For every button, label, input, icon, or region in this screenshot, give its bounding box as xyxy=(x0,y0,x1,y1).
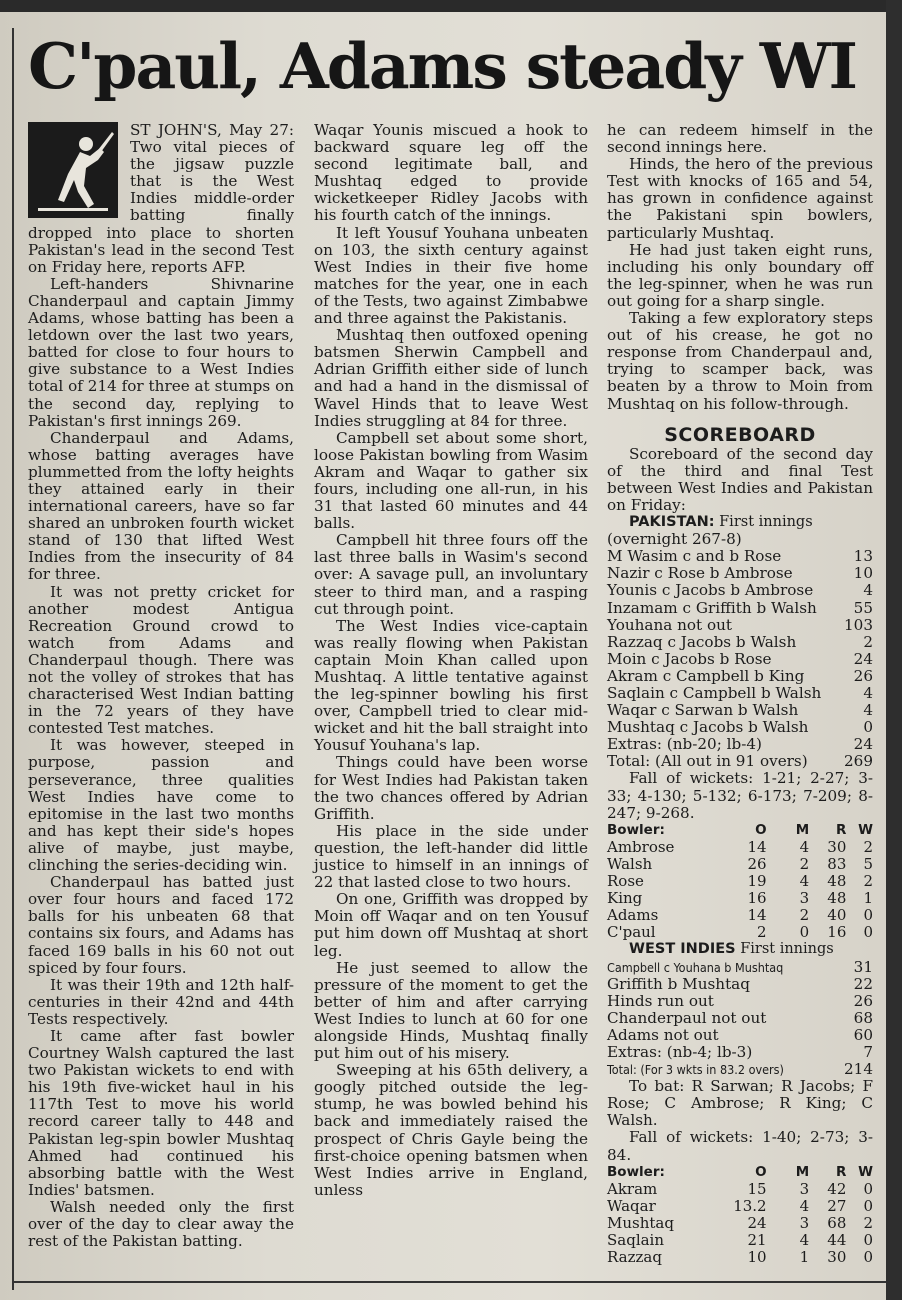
article-paragraph: Things could have been worse for West Indies had Pakistan taken the two chances offered by Adrian Griffith. xyxy=(314,753,588,823)
batsman-entry: M Wasim c and b Rose xyxy=(607,547,782,566)
batting-row xyxy=(607,959,873,976)
west-indies-bowling-table xyxy=(607,1164,873,1267)
runs-value: 7 xyxy=(863,1042,873,1061)
batsman-entry: Waqar c Sarwan b Walsh xyxy=(607,701,799,720)
batting-row xyxy=(607,719,873,736)
bowling-figure: 2 xyxy=(863,837,873,856)
bowling-header-cell: O xyxy=(755,821,767,838)
runs-value: 22 xyxy=(853,974,873,993)
bowling-row xyxy=(607,890,873,907)
bowling-figure: 2 xyxy=(799,906,810,925)
batting-row xyxy=(607,600,873,617)
bowling-row xyxy=(607,873,873,890)
runs-value: 55 xyxy=(853,598,873,617)
bowling-figure: 2 xyxy=(863,872,873,891)
bowling-header-cell: R xyxy=(835,1163,847,1180)
left-column-rule xyxy=(12,28,14,1290)
bowling-figure: 14 xyxy=(747,837,767,856)
west-indies-batting-list xyxy=(607,959,873,1079)
batting-row xyxy=(607,753,873,770)
bowling-figure: 24 xyxy=(747,1213,767,1232)
bowling-figure: 68 xyxy=(827,1213,847,1232)
bowling-figure: 0 xyxy=(863,923,873,942)
bowling-figure: 1 xyxy=(863,889,873,908)
article-paragraph: Waqar Younis miscued a hook to backward square leg off the second legitimate ball, and Mushtaq edged to provide wicketkeeper Ridley Jacobs with his fourth catch of the innings. xyxy=(314,121,588,225)
batsman-entry: Mushtaq c Jacobs b Walsh xyxy=(607,718,809,737)
pakistan-fall-of-wickets: Fall of wickets: 1-21; 2-27; 3-33; 4-130; 5-132; 6-173; 7-209; 8-247; 9-268. xyxy=(607,769,873,822)
bowling-figure: 40 xyxy=(827,906,847,925)
bowling-figure: 0 xyxy=(863,1196,873,1215)
article-paragraph: He just seemed to allow the pressure of the moment to get the better of him and after carrying West Indies to lunch at 60 for one alongside Hinds, Mushtaq finally put him out of his misery. xyxy=(314,958,588,1063)
overnight-note: (overnight 267-8) xyxy=(607,530,742,549)
bowling-header-cell: W xyxy=(858,821,873,838)
batting-row xyxy=(607,617,873,634)
batting-row xyxy=(607,685,873,702)
bowling-figure: 30 xyxy=(827,1248,847,1267)
batsman-entry: Razzaq c Jacobs b Walsh xyxy=(607,632,797,651)
bowling-figure: 16 xyxy=(827,923,847,942)
west-indies-fall-of-wickets: Fall of wickets: 1-40; 2-73; 3-84. xyxy=(607,1128,873,1164)
bowling-figure: 4 xyxy=(799,1196,810,1215)
bowler-name: C'paul xyxy=(607,923,656,942)
article-column-2 xyxy=(314,122,588,1199)
batting-row xyxy=(607,651,873,668)
runs-value: 269 xyxy=(844,752,873,771)
bowling-header-cell: Bowler: xyxy=(607,1163,665,1180)
bowler-name: Mushtaq xyxy=(607,1213,674,1232)
headline: C'paul, Adams steady WI xyxy=(28,29,857,103)
team-name: PAKISTAN: xyxy=(629,514,715,531)
batting-row xyxy=(607,1027,873,1044)
bowler-name: Adams xyxy=(607,906,659,925)
article-paragraph: Sweeping at his 65th delivery, a googly pitched outside the leg-stump, he was bowled behind his back and immediately raised the prospect of Chris Gayle being the first-choice opening batsmen when West Indies arrive in England, unless xyxy=(314,1061,588,1199)
runs-value: 68 xyxy=(853,1008,873,1027)
bowling-figure: 5 xyxy=(863,854,873,873)
runs-value: 24 xyxy=(853,649,873,668)
bowling-figure: 44 xyxy=(827,1231,847,1249)
bottom-rule xyxy=(14,1281,886,1283)
bowling-figure: 83 xyxy=(827,854,847,873)
batting-row xyxy=(607,976,873,993)
bowling-row xyxy=(607,839,873,856)
bowling-figure: 2 xyxy=(757,923,767,942)
bowling-figure: 19 xyxy=(747,872,767,891)
batsman-entry: Chanderpaul not out xyxy=(607,1008,767,1027)
bowling-figure: 15 xyxy=(747,1179,767,1198)
scoreboard-intro: Scoreboard of the second day of the third and final Test between West Indies and Pakistan on Friday: xyxy=(607,444,873,514)
runs-value: 4 xyxy=(863,701,873,720)
batsman-entry: Campbell c Youhana b Mushtaq xyxy=(607,959,784,975)
batting-row xyxy=(607,736,873,753)
bowling-header-cell: M xyxy=(795,821,810,838)
bowling-row xyxy=(607,1232,873,1249)
article-paragraph: Hinds, the hero of the previous Test with knocks of 165 and 54, has grown in confidence against the Pakistani spin bowlers, particularly Mushtaq. xyxy=(607,155,873,242)
bowling-figure: 3 xyxy=(799,1179,810,1198)
article-paragraph: Mushtaq then outfoxed opening batsmen Sherwin Campbell and Adrian Griffith either side of lunch and had a hand in the dismissal of Wavel Hinds that to leave West Indies struggling at 84 for three. xyxy=(314,326,588,430)
batsman-entry: Youhana not out xyxy=(607,615,733,634)
bowling-figure: 0 xyxy=(863,1248,873,1267)
runs-value: 0 xyxy=(863,718,873,737)
bowling-row xyxy=(607,1198,873,1215)
right-border xyxy=(886,0,902,1300)
article-paragraph: Left-handers Shivnarine Chanderpaul and captain Jimmy Adams, whose batting has been a letdown over the last two years, batted for close to four hours to give substance to a West Indies total of 214 for three at stumps on the second day, replying to Pakistan's first innings 269. xyxy=(28,274,294,430)
article-paragraph: On one, Griffith was dropped by Moin off Waqar and on ten Yousuf put him down off Mushtaq at short leg. xyxy=(314,890,588,960)
batsman-entry: Younis c Jacobs b Ambrose xyxy=(607,581,814,600)
runs-value: 26 xyxy=(853,991,873,1010)
bowling-figure: 48 xyxy=(827,889,847,908)
article-paragraph: ST JOHN'S, May 27: Two vital pieces of the jigsaw puzzle that is the West Indies middle-order batting finally dropped into place to shorten Pakistan's lead in the second Test on Friday here, reports AFP. xyxy=(28,121,294,276)
batsman-entry: Akram c Campbell b King xyxy=(607,666,805,685)
batsman-entry: Extras: (nb-4; lb-3) xyxy=(607,1042,753,1061)
article-paragraph: Chanderpaul and Adams, whose batting averages have plummetted from the lofty heights they attained early in their international careers, have so far shared an unbroken fourth wicket stand of 130 that lifted West Indies from the insecurity of 84 for three. xyxy=(28,428,294,584)
batting-row xyxy=(607,1061,873,1078)
bowling-header-cell: W xyxy=(858,1163,873,1180)
batsman-entry: Moin c Jacobs b Rose xyxy=(607,649,772,668)
runs-value: 13 xyxy=(853,547,873,566)
article-paragraph: It was however, steeped in purpose, passion and perseverance, three qualities West Indies have come to epitomise in the last two months and has kept their side's hopes alive of maybe, just maybe, clinching the series-deciding win. xyxy=(28,736,294,875)
team-name: WEST INDIES xyxy=(629,941,736,958)
bowling-row xyxy=(607,924,873,941)
article-paragraph: It came after fast bowler Courtney Walsh captured the last two Pakistan wickets to end with his 19th five-wicket haul in his 117th Test to move his world record career tally to 448 and Pakistan leg-spin bowler Mushtaq Ahmed had continued his absorbing battle with the West Indies' batsmen. xyxy=(28,1026,294,1199)
batsman-entry: Total: (All out in 91 overs) xyxy=(607,752,808,771)
bowling-figure: 21 xyxy=(747,1231,767,1249)
article-paragraph: The West Indies vice-captain was really flowing when Pakistan captain Moin Khan called upon Mushtaq. A little tentative against the leg-spinner bowling his first over, Campbell tried to clear mid-wicket and hit the ball straight into Yousuf Youhana's lap. xyxy=(314,616,588,755)
bowling-figure: 27 xyxy=(827,1196,847,1215)
bowler-name: Razzaq xyxy=(607,1248,662,1267)
bowling-figure: 2 xyxy=(863,1213,873,1232)
bowling-row xyxy=(607,1215,873,1232)
pakistan-batting-list xyxy=(607,548,873,770)
batting-row xyxy=(607,565,873,582)
bowling-header-cell: O xyxy=(755,1163,767,1180)
bowling-figure: 14 xyxy=(747,906,767,925)
scoreboard-heading: SCOREBOARD xyxy=(664,423,816,446)
runs-value: 214 xyxy=(844,1060,873,1079)
batting-row xyxy=(607,1044,873,1061)
article-paragraph: Campbell set about some short, loose Pakistan bowling from Wasim Akram and Waqar to gather six fours, including one all-run, in his 31 that lasted 60 minutes and 44 balls. xyxy=(314,428,588,533)
runs-value: 4 xyxy=(863,581,873,600)
bowling-row xyxy=(607,856,873,873)
bowler-name: King xyxy=(607,889,643,908)
article-column-3 xyxy=(607,122,873,1266)
runs-value: 2 xyxy=(863,632,873,651)
bowler-name: Walsh xyxy=(607,854,653,873)
batsman-entry: Hinds run out xyxy=(607,991,714,1010)
article-paragraph: Chanderpaul has batted just over four hours and faced 172 balls for his unbeaten 68 that contains six fours, and Adams has faced 169 balls in his 60 not out spiced by four fours. xyxy=(28,873,294,977)
batsman-entry: Nazir c Rose b Ambrose xyxy=(607,564,793,583)
bowling-figure: 4 xyxy=(799,1231,810,1249)
batsman-entry: Extras: (nb-20; lb-4) xyxy=(607,735,762,754)
bowling-header-cell: R xyxy=(835,821,847,838)
bowling-row xyxy=(607,907,873,924)
article-paragraph: Campbell hit three fours off the last three balls in Wasim's second over: A savage pull, an involuntary steer to third man, and a rasping cut through point. xyxy=(314,531,588,618)
article-paragraph: Walsh needed only the first over of the day to clear away the rest of the Pakistan batting. xyxy=(28,1197,294,1251)
pakistan-innings-heading xyxy=(629,514,873,531)
batsman-entry: Saqlain c Campbell b Walsh xyxy=(607,684,822,702)
runs-value: 60 xyxy=(853,1025,873,1044)
bowling-figure: 0 xyxy=(799,923,810,942)
batting-row xyxy=(607,668,873,685)
runs-value: 24 xyxy=(853,735,873,754)
bowling-figure: 26 xyxy=(747,854,767,873)
bowling-figure: 30 xyxy=(827,837,847,856)
article-paragraph: Taking a few exploratory steps out of his crease, he got no response from Chanderpaul and, trying to scamper back, was beaten by a throw to Moin from Mushtaq on his follow-through. xyxy=(607,309,873,413)
bowling-figure: 3 xyxy=(799,889,810,908)
article-paragraph: It left Yousuf Youhana unbeaten on 103, the sixth century against West Indies in their five home matches for the year, one in each of the Tests, two against Zimbabwe and three against the Pakistanis. xyxy=(314,223,588,328)
bowling-figure: 1 xyxy=(799,1248,810,1267)
bowling-figure: 42 xyxy=(827,1179,847,1198)
batsman-entry: Adams not out xyxy=(607,1025,719,1044)
bowling-figure: 0 xyxy=(863,906,873,925)
bowling-figure: 10 xyxy=(747,1248,767,1267)
bowling-header-row xyxy=(607,822,873,839)
west-indies-innings-heading xyxy=(629,941,873,958)
batting-row xyxy=(607,702,873,719)
article-paragraph: His place in the side under question, the left-hander did little justice to himself in an innings of 22 that lasted close to two hours. xyxy=(314,821,588,892)
bowler-name: Saqlain xyxy=(607,1231,665,1249)
runs-value: 10 xyxy=(853,564,873,583)
innings-label: First innings xyxy=(714,514,813,531)
bowler-name: Ambrose xyxy=(607,837,675,856)
article-column-1 xyxy=(28,122,294,1250)
batsman-entry: Total: (For 3 wkts in 83.2 overs) xyxy=(607,1062,784,1078)
bowling-figure: 3 xyxy=(799,1213,810,1232)
cricketer-silhouette-icon xyxy=(28,122,118,218)
runs-value: 31 xyxy=(853,957,873,976)
article-paragraph: It was not pretty cricket for another modest Antigua Recreation Ground crowd to watch from Adams and Chanderpaul though. There was not the volley of strokes that has characterised West Indian batting in the 72 years of they have contested Test matches. xyxy=(28,582,294,738)
bowling-figure: 13.2 xyxy=(733,1196,767,1215)
batting-row xyxy=(607,634,873,651)
batsman-entry: Inzamam c Griffith b Walsh xyxy=(607,598,817,617)
bowling-figure: 48 xyxy=(827,872,847,891)
bowler-name: Akram xyxy=(607,1179,658,1198)
article-paragraph: He had just taken eight runs, including his only boundary off the leg-spinner, when he was run out going for a sharp single. xyxy=(607,240,873,310)
bowling-figure: 0 xyxy=(863,1231,873,1249)
bowling-figure: 4 xyxy=(799,837,810,856)
to-bat: To bat: R Sarwan; R Jacobs; F Rose; C Ambrose; R King; C Walsh. xyxy=(607,1077,873,1130)
bowling-figure: 16 xyxy=(747,889,767,908)
bowling-row xyxy=(607,1181,873,1198)
top-border xyxy=(0,0,902,12)
bowling-header-cell: M xyxy=(795,1163,810,1180)
bowler-name: Rose xyxy=(607,872,644,891)
runs-value: 26 xyxy=(853,666,873,685)
bowling-row xyxy=(607,1249,873,1266)
batting-row xyxy=(607,1010,873,1027)
bowler-name: Waqar xyxy=(607,1196,656,1215)
batting-row xyxy=(607,582,873,599)
innings-label: First innings xyxy=(735,941,834,958)
runs-value: 4 xyxy=(863,684,873,702)
bowling-header-cell: Bowler: xyxy=(607,821,665,838)
runs-value: 103 xyxy=(844,615,873,634)
bowling-figure: 4 xyxy=(799,872,810,891)
bowling-header-row xyxy=(607,1164,873,1181)
article-paragraph: he can redeem himself in the second innings here. xyxy=(607,121,873,157)
batsman-entry: Griffith b Mushtaq xyxy=(607,974,750,993)
bowling-figure: 0 xyxy=(863,1179,873,1198)
batting-row xyxy=(607,993,873,1010)
pakistan-bowling-table xyxy=(607,822,873,942)
batting-row xyxy=(607,548,873,565)
bowling-figure: 2 xyxy=(799,854,810,873)
article-paragraph: It was their 19th and 12th half-centuries in their 42nd and 44th Tests respectively. xyxy=(28,975,294,1028)
